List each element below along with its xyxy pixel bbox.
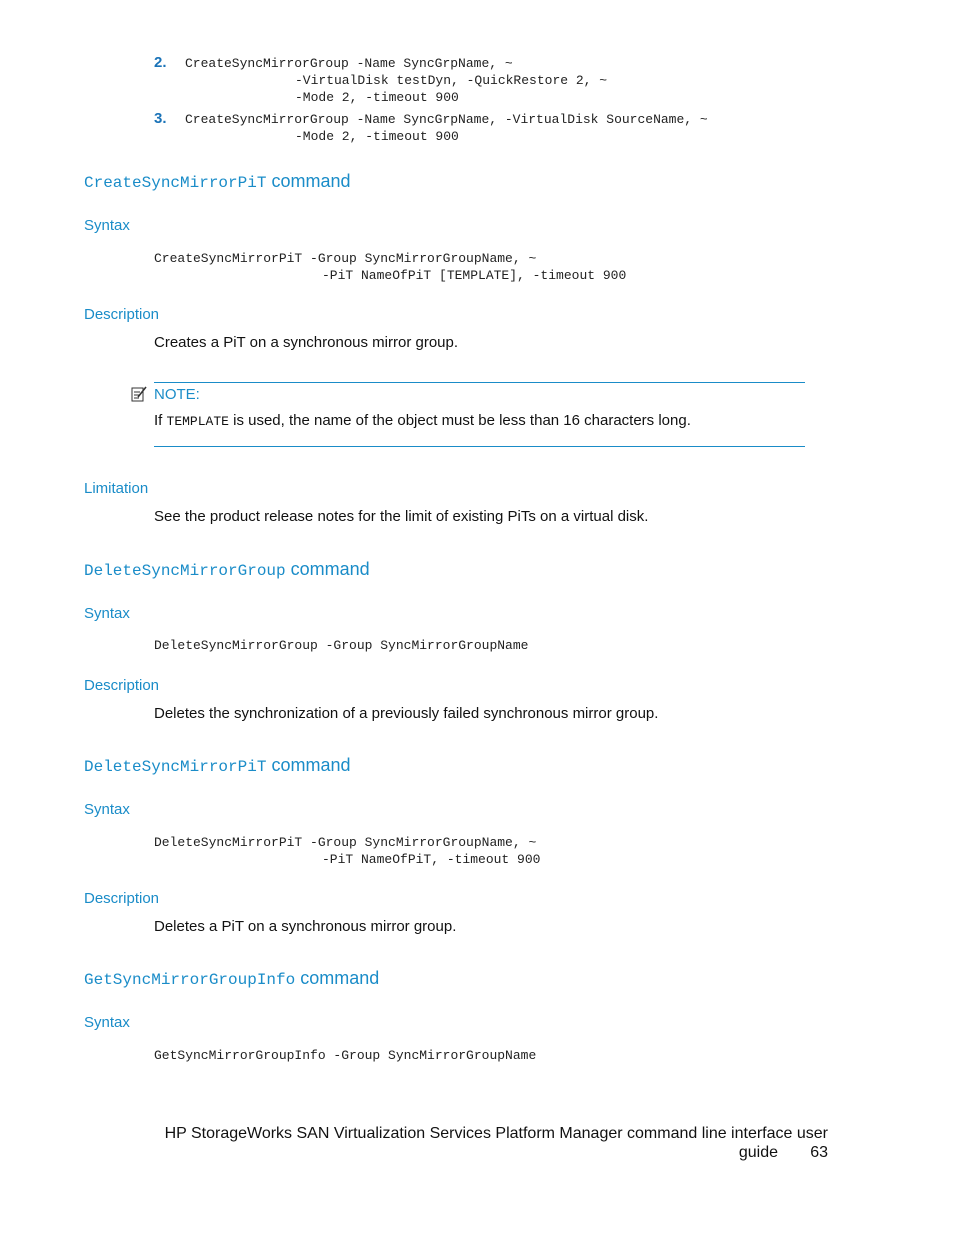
code-line: DeleteSyncMirrorPiT -Group SyncMirrorGroupName, ~ [154,835,537,850]
heading-suffix: command [300,968,380,988]
step-number: 3. [154,110,167,127]
command-name: GetSyncMirrorGroupInfo [84,971,296,989]
description-heading: Description [84,677,160,694]
command-name: DeleteSyncMirrorGroup [84,562,286,580]
description-text: Deletes the synchronization of a previously failed synchronous mirror group. [154,705,659,722]
footer-title: HP StorageWorks SAN Virtualization Services Platform Manager command line interface user [164,1125,828,1142]
limitation-heading: Limitation [84,480,149,497]
page-number: 63 [810,1144,828,1161]
step-number: 2. [154,54,167,71]
syntax-heading: Syntax [84,801,130,818]
description-text: Deletes a PiT on a synchronous mirror group. [154,918,457,935]
code-line: DeleteSyncMirrorGroup -Group SyncMirrorGroupName [154,638,529,653]
heading-suffix: command [271,755,351,775]
section-heading [84,559,370,580]
code-line: -VirtualDisk testDyn, -QuickRestore 2, ~ [295,73,608,88]
description-heading: Description [84,890,160,907]
section-heading [84,755,350,776]
code-line: GetSyncMirrorGroupInfo -Group SyncMirrorGroupName [154,1048,537,1063]
syntax-heading: Syntax [84,605,130,622]
description-text: Creates a PiT on a synchronous mirror group. [154,334,459,351]
note-pencil-icon [131,386,147,402]
section-heading [84,968,379,989]
limitation-text: See the product release notes for the limit of existing PiTs on a virtual disk. [154,508,649,525]
description-heading: Description [84,306,160,323]
code-line: CreateSyncMirrorPiT -Group SyncMirrorGroupName, ~ [154,251,537,266]
footer-title-end: guide [738,1144,778,1161]
note-label: NOTE: [154,386,200,403]
command-name: CreateSyncMirrorPiT [84,174,267,192]
section-heading [84,171,350,192]
heading-suffix: command [290,559,370,579]
note-text [154,412,691,429]
note-text-start: If [154,412,167,429]
note-top-rule [154,382,805,383]
code-line: -PiT NameOfPiT [TEMPLATE], -timeout 900 [322,268,627,283]
syntax-heading: Syntax [84,217,130,234]
syntax-heading: Syntax [84,1014,130,1031]
code-line: CreateSyncMirrorGroup -Name SyncGrpName, ~ [185,56,513,71]
command-name: DeleteSyncMirrorPiT [84,758,267,776]
code-line: -Mode 2, -timeout 900 [295,90,459,105]
code-line: -Mode 2, -timeout 900 [295,129,459,144]
heading-suffix: command [271,171,351,191]
note-text-end: is used, the name of the object must be less than 16 characters long. [228,412,691,429]
code-line: CreateSyncMirrorGroup -Name SyncGrpName, -VirtualDisk SourceName, ~ [185,112,708,127]
note-bottom-rule [154,446,805,447]
code-line: -PiT NameOfPiT, -timeout 900 [322,852,541,867]
note-code: TEMPLATE [166,414,229,429]
